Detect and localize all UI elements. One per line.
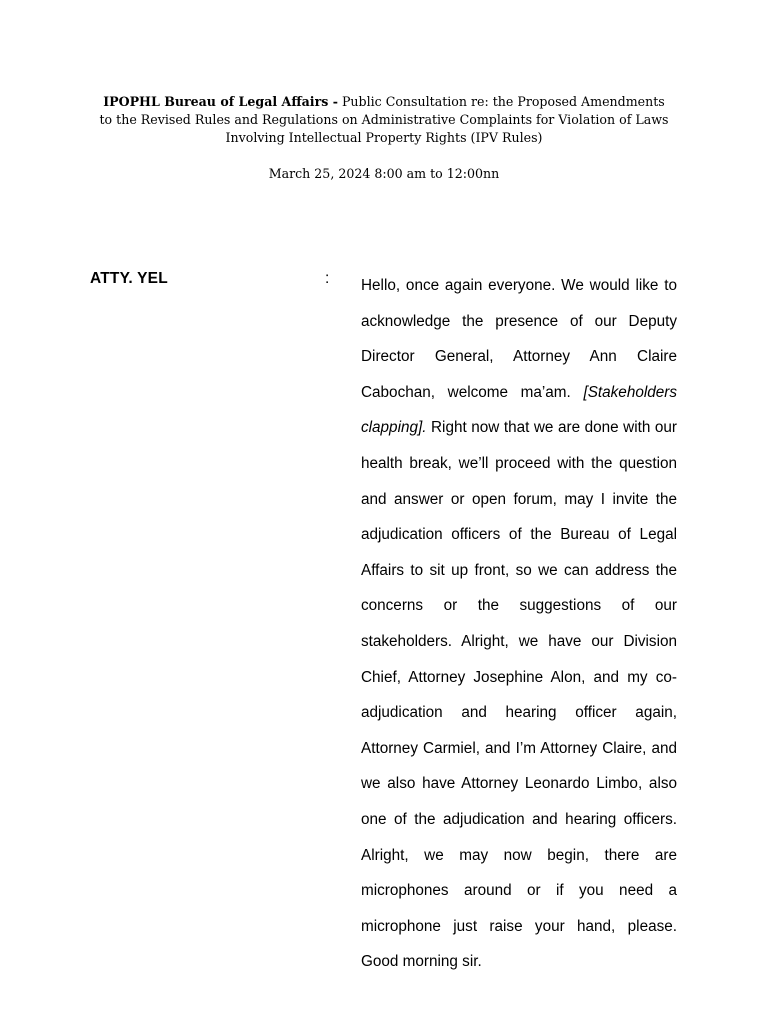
consultation-title: Public Consultation re: the Proposed Amendments to the Revised Rules and Regulations on Administrative Complaints for Violation of Laws Involving Intellectual Property Rights (IPV Rules) bbox=[99, 94, 669, 145]
document-header bbox=[96, 93, 672, 147]
transcript-utterance bbox=[361, 268, 677, 980]
utterance-text-start: Hello, once again everyone. We would like to acknowledge the presence of our Deputy Director General, Attorney Ann Claire Cabochan, welcome ma’am. bbox=[361, 277, 677, 401]
organization-name: IPOPHL Bureau of Legal Affairs - bbox=[103, 94, 338, 109]
consultation-date: March 25, 2024 8:00 am to 12:00nn bbox=[268, 166, 500, 181]
speaker-name: ATTY. YEL bbox=[90, 270, 168, 287]
utterance-text-continued: Right now that we are done with our health break, we’ll proceed with the question and answer or open forum, may I invite the adjudication officers of the Bureau of Legal Affairs to sit up front, so we can address the concerns or the suggestions of our stakeholders. Alright, we have our Division Chief, Attorney Josephine Alon, and my co-adjudication and hearing officer again, Attorney Carmiel, and I’m Attorney Claire, and we also have Attorney Leonardo Limbo, also one of the adjudication and hearing officers. Alright, we may now begin, there are microphones around or if you need a microphone just raise your hand, please. Good morning sir. bbox=[361, 419, 677, 971]
speaker-separator: : bbox=[325, 270, 330, 287]
stage-direction: [Stakeholders clapping]. bbox=[361, 383, 677, 437]
